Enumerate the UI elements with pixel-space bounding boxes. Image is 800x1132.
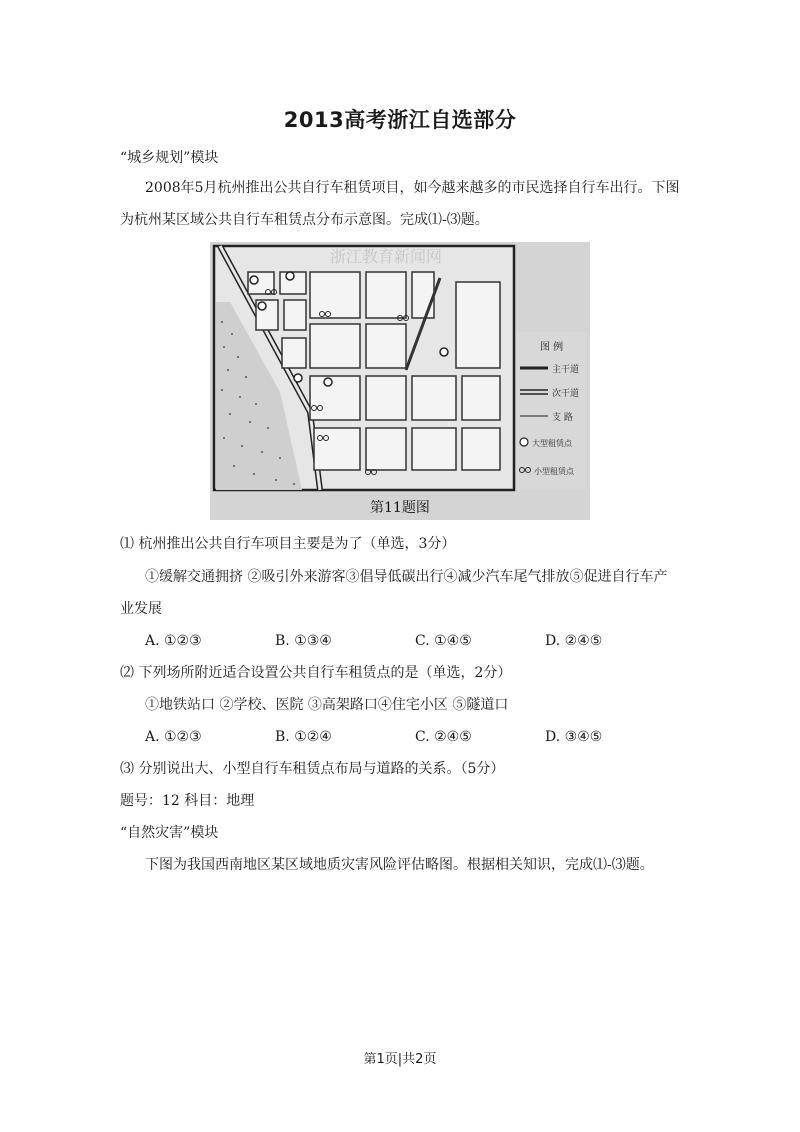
module1-heading: “城乡规划”模块 bbox=[120, 150, 219, 166]
q2-option-a: A. ①②③ bbox=[145, 729, 202, 745]
q1-choices-line1: ①缓解交通拥挤 ②吸引外来游客③倡导低碳出行④减少汽车尾气排放⑤促进自行车产 bbox=[145, 569, 668, 585]
legend-item-large-rental: 大型租赁点 bbox=[532, 439, 572, 448]
bike-rental-map bbox=[210, 242, 590, 520]
q2-option-c: C. ②④⑤ bbox=[415, 729, 472, 745]
map-legend bbox=[516, 332, 586, 490]
q1-option-b: B. ①③④ bbox=[275, 633, 332, 649]
q2-stem: ⑵ 下列场所附近适合设置公共自行车租赁点的是（单选，2分） bbox=[120, 665, 512, 681]
module2-intro: 下图为我国西南地区某区域地质灾害风险评估略图。根据相关知识，完成⑴-⑶题。 bbox=[145, 857, 654, 873]
q1-choices-line2: 业发展 bbox=[120, 601, 162, 617]
q3-stem: ⑶ 分别说出大、小型自行车租赁点布局与道路的关系。（5分） bbox=[120, 761, 505, 777]
legend-item-small-rental: 小型租赁点 bbox=[534, 467, 574, 476]
q1-option-c: C. ①④⑤ bbox=[415, 633, 472, 649]
module2-heading: “自然灾害”模块 bbox=[120, 825, 219, 841]
q2-choices: ①地铁站口 ②学校、医院 ③高架路口④住宅小区 ⑤隧道口 bbox=[145, 697, 509, 713]
legend-item-main-road: 主干道 bbox=[552, 365, 580, 375]
q1-option-d: D. ②④⑤ bbox=[545, 633, 603, 649]
page-title: 2013高考浙江自选部分 bbox=[283, 108, 517, 132]
legend-item-branch-road: 支 路 bbox=[552, 413, 573, 423]
module1-intro-line2: 为杭州某区域公共自行车租赁点分布示意图。完成⑴-⑶题。 bbox=[120, 212, 489, 228]
q1-option-a: A. ①②③ bbox=[145, 633, 202, 649]
legend-title: 图 例 bbox=[540, 342, 564, 353]
q2-option-d: D. ③④⑤ bbox=[545, 729, 603, 745]
figure-caption: 第11题图 bbox=[370, 500, 430, 516]
q1-stem: ⑴ 杭州推出公共自行车项目主要是为了（单选，3分） bbox=[120, 536, 456, 552]
module1-intro-line1: 2008年5月杭州推出公共自行车租赁项目，如今越来越多的市民选择自行车出行。下图 bbox=[145, 180, 680, 196]
bike-rental-map-figure bbox=[210, 242, 590, 520]
meta-line: 题号：12 科目：地理 bbox=[120, 793, 255, 809]
figure-watermark: 浙江教育新闻网 bbox=[330, 247, 443, 266]
page-footer: 第1页|共2页 bbox=[363, 1052, 437, 1067]
q2-option-b: B. ①②④ bbox=[275, 729, 332, 745]
legend-item-secondary-road: 次干道 bbox=[552, 389, 580, 399]
